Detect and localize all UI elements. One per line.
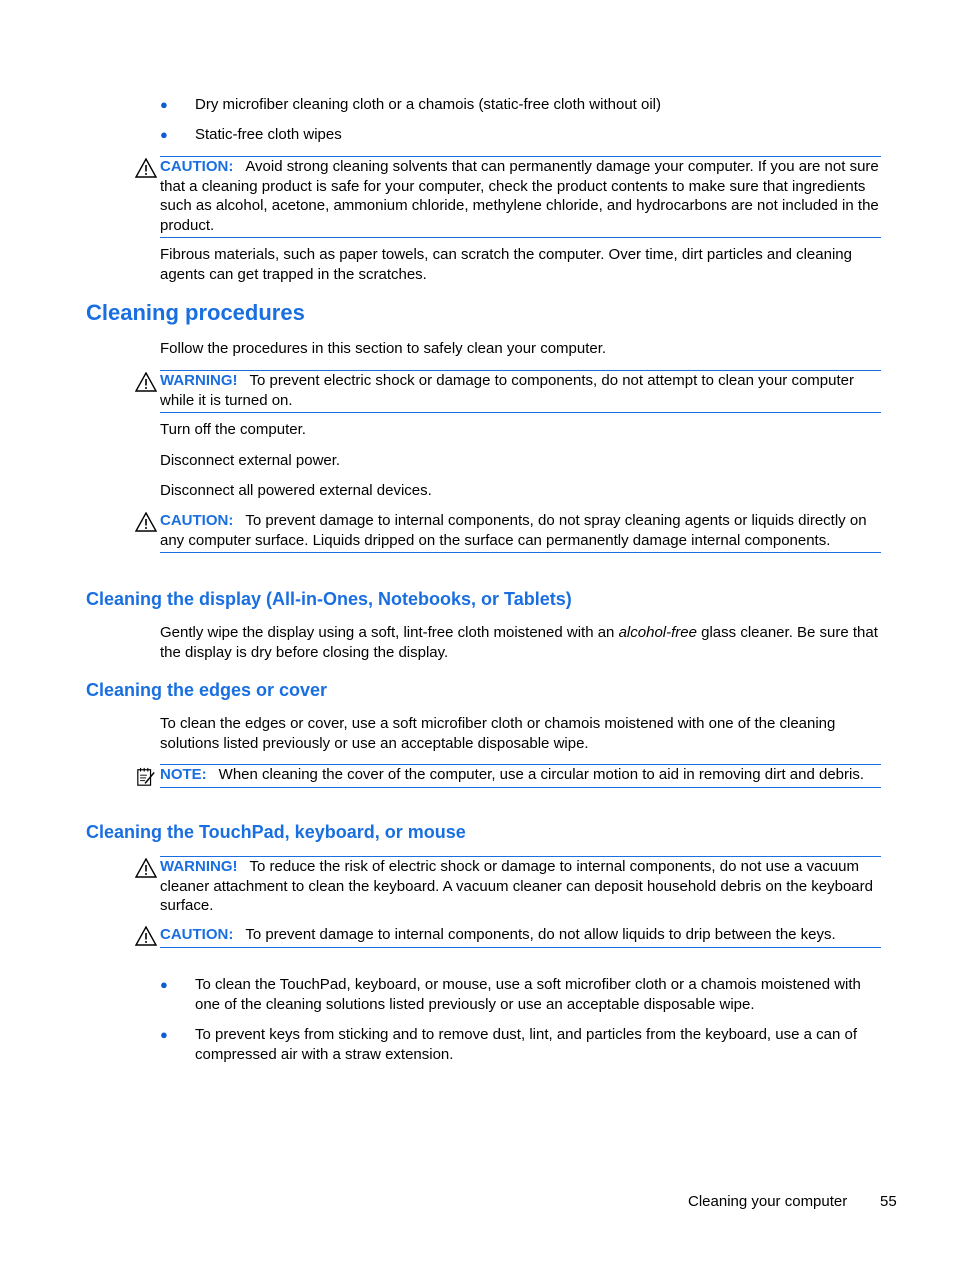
paragraph: Gently wipe the display using a soft, lint-free cloth moistened with an alcohol-free glass cleaner. Be sure that the display is dry before closing the display. — [160, 624, 878, 661]
warning-triangle-icon — [135, 372, 157, 392]
footer-section-title: Cleaning your computer — [688, 1193, 848, 1210]
note-text: When cleaning the cover of the computer, use a circular motion to aid in removing dirt and debris. — [218, 766, 865, 783]
warning-notice — [160, 856, 881, 918]
procedure-step: Disconnect all powered external devices. — [160, 482, 432, 499]
paragraph: Follow the procedures in this section to safely clean your computer. — [160, 340, 607, 357]
note-label: NOTE: — [160, 766, 207, 783]
caution-notice — [160, 511, 881, 553]
caution-notice — [160, 156, 881, 238]
warning-label: WARNING! — [160, 858, 238, 875]
caution-text: To prevent damage to internal components, do not spray cleaning agents or liquids directly on any computer surface. Liquids dripped on the surface can permanently damage internal components. — [160, 512, 867, 549]
page-number: 55 — [880, 1193, 897, 1210]
caution-notice — [160, 925, 881, 948]
section-heading: Cleaning procedures — [86, 300, 305, 325]
procedure-step: Turn off the computer. — [160, 421, 306, 438]
caution-label: CAUTION: — [160, 512, 234, 529]
warning-notice — [160, 370, 881, 413]
paragraph: Fibrous materials, such as paper towels, can scratch the computer. Over time, dirt particles and cleaning agents can get trapped in the scratches. — [160, 246, 852, 283]
bullet-icon: ● — [160, 1027, 168, 1042]
warning-triangle-icon — [135, 512, 157, 532]
warning-text: To reduce the risk of electric shock or damage to internal components, do not use a vacuum cleaner attachment to clean the keyboard. A vacuum cleaner can deposit household debris on the keyboard surface. — [160, 858, 873, 914]
bullet-icon: ● — [160, 127, 168, 142]
procedure-step: Disconnect external power. — [160, 452, 341, 469]
warning-triangle-icon — [135, 858, 157, 878]
note-pad-icon — [135, 767, 157, 787]
caution-text: To prevent damage to internal components, do not allow liquids to drip between the keys. — [245, 926, 836, 943]
subsection-heading: Cleaning the edges or cover — [86, 680, 328, 700]
warning-text: To prevent electric shock or damage to components, do not attempt to clean your computer while it is turned on. — [160, 372, 854, 409]
bullet-icon: ● — [160, 977, 168, 992]
caution-label: CAUTION: — [160, 158, 234, 175]
caution-label: CAUTION: — [160, 926, 234, 943]
note-notice — [160, 764, 881, 788]
paragraph: To clean the edges or cover, use a soft microfiber cloth or chamois moistened with one of the cleaning solutions listed previously or use an acceptable disposable wipe. — [160, 715, 836, 752]
warning-triangle-icon — [135, 926, 157, 946]
bullet-icon: ● — [160, 97, 168, 112]
subsection-heading: Cleaning the display (All-in-Ones, Notebooks, or Tablets) — [86, 589, 572, 609]
warning-label: WARNING! — [160, 372, 238, 389]
warning-triangle-icon — [135, 158, 157, 178]
subsection-heading: Cleaning the TouchPad, keyboard, or mouse — [86, 822, 466, 842]
caution-text: Avoid strong cleaning solvents that can permanently damage your computer. If you are not sure that a cleaning product is safe for your computer, check the product contents to make sure that ingredients such as alcohol, acetone, ammonium chloride, methylene chloride, and hydrocarbons are not included in the product. — [160, 158, 879, 234]
